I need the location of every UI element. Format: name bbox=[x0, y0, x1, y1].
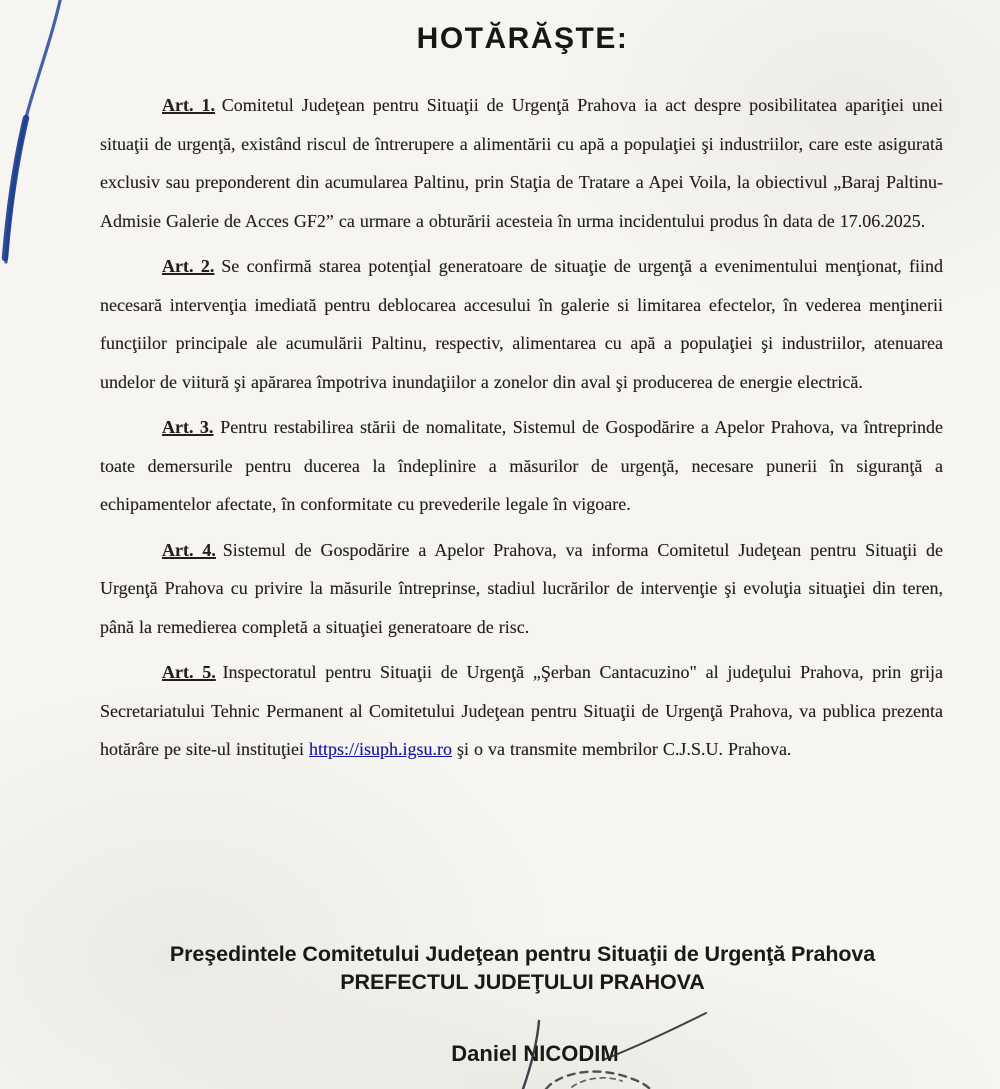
article-2-text: Se confirmă starea potenţial generatoare de situaţie de urgenţă a evenimentului menţionat, fiind necesară intervenţia imediată pentru deblocarea accesului în galerie si limitarea efectelor, în vederea menţinerii funcţiilor principale ale acumulării Paltinu, respectiv, alimentarea cu apă a populaţiei şi industriilor, atenuarea undelor de viitură şi apărarea împotriva inundaţiilor a zonelor din aval şi producerea de energie electrică. bbox=[100, 256, 943, 392]
article-3-label: Art. 3. bbox=[162, 417, 214, 437]
president-role-line: Preşedintele Comitetului Judeţean pentru Situaţii de Urgenţă Prahova bbox=[169, 942, 876, 966]
signature-block bbox=[100, 940, 945, 996]
article-4-label: Art. 4. bbox=[162, 539, 216, 560]
article-4-paragraph bbox=[100, 531, 943, 647]
signatory-name: Daniel NICODIM bbox=[451, 1041, 619, 1066]
article-5-label: Art. 5. bbox=[162, 662, 216, 682]
institution-website-link[interactable]: https://isuph.igsu.ro bbox=[308, 739, 452, 759]
article-5-text-after-link: şi o va transmite membrilor C.J.S.U. Prahova. bbox=[451, 739, 792, 759]
article-3-text: Pentru restabilirea stării de nomalitate, Sistemul de Gospodărire a Apelor Prahova, va întreprinde toate demersurile pentru ducerea la îndeplinire a măsurilor de urgenţă, necesare punerii în siguranţă a echipamentelor afectate, în conformitate cu prevederile legale în vigoare. bbox=[100, 417, 944, 514]
article-2-label: Art. 2. bbox=[162, 256, 215, 276]
article-5-paragraph bbox=[100, 653, 943, 769]
document-body bbox=[100, 86, 943, 776]
article-3-paragraph bbox=[100, 408, 943, 524]
article-4-text: Sistemul de Gospodărire a Apelor Prahova, va informa Comitetul Judeţean pentru Situaţii de Urgenţă Prahova cu privire la măsurile întreprinse, stadiul lucrărilor de intervenţie şi evoluţia situaţiei din teren, până la remedierea completă a situaţiei generatoare de risc. bbox=[100, 539, 944, 637]
document-title: HOTĂRĂŞTE: bbox=[416, 22, 629, 55]
prefect-role-line: PREFECTUL JUDEŢULUI PRAHOVA bbox=[340, 970, 705, 994]
article-1-paragraph bbox=[100, 86, 943, 240]
article-1-text: Comitetul Judeţean pentru Situaţii de Urgenţă Prahova ia act despre posibilitatea apariţiei unei situaţii de urgenţă, existând riscul de întrerupere a alimentării cu apă a populaţiei şi industriilor, care este asigurată exclusiv sau preponderent din acumularea Paltinu, prin Staţia de Tratare a Apei Voila, la obiectivul „Baraj Paltinu- Admisie Galerie de Acces GF2” ca urmare a obturării acesteia în urma incidentului produs în data de 17.06.2025. bbox=[100, 95, 944, 231]
article-1-label: Art. 1. bbox=[162, 95, 215, 115]
article-2-paragraph bbox=[100, 247, 943, 401]
article-5-text-before-link: Inspectoratul pentru Situaţii de Urgenţă „Şerban Cantacuzino" al judeţului Prahova, prin grija Secretariatului Tehnic Permanent al Comitetului Judeţean pentru Situaţii de Urgenţă Prahova, va publica prezenta hotărâre pe site-ul instituţiei bbox=[100, 662, 944, 759]
